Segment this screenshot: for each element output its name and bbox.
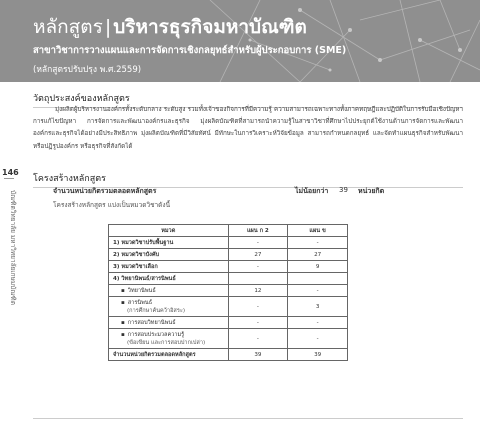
row-plan-a2-credits: -	[228, 261, 288, 273]
row-plan-b-credits: 3	[288, 297, 348, 317]
table-total-row	[109, 349, 348, 361]
table-header-row	[109, 225, 348, 237]
table-row	[109, 317, 348, 329]
row-category	[109, 261, 229, 273]
table-row	[109, 237, 348, 249]
total-credits-value: 39	[339, 186, 348, 194]
row-plan-b-credits: 9	[288, 261, 348, 273]
credit-unit-label: หน่วยกิต	[358, 187, 385, 195]
row-plan-a2-credits: 12	[228, 285, 288, 297]
row-name: 3) หมวดวิชาเลือก	[113, 263, 158, 270]
row-plan-b-credits	[288, 273, 348, 285]
row-note: (การศึกษาค้นคว้าอิสระ)	[127, 307, 186, 314]
running-side-text: บัณฑิตวิทยาลัย มหาวิทยาลัยเกษมบัณฑิต	[9, 190, 17, 305]
row-category	[109, 249, 229, 261]
footer-rule	[33, 418, 463, 419]
page-number-rule	[4, 178, 14, 179]
row-plan-a2-credits: -	[228, 237, 288, 249]
row-name: วิทยานิพนธ์	[127, 287, 156, 294]
row-plan-a2-credits: -	[228, 297, 288, 317]
row-category	[109, 273, 229, 285]
banner-title	[33, 12, 307, 42]
total-credits-label: จำนวนหน่วยกิตรวมตลอดหลักสูตร	[53, 187, 157, 195]
table-row	[109, 249, 348, 261]
structure-split-text: โครงสร้างหลักสูตร แบ่งเป็นหมวดวิชาดังนี้	[53, 201, 171, 209]
row-plan-b-credits: 39	[288, 349, 348, 361]
header-plan-b: แผน ข	[288, 225, 348, 237]
row-category	[109, 285, 229, 297]
row-plan-a2-credits	[228, 273, 288, 285]
objectives-text: มุ่งผลิตผู้บริหารงานองค์กรทั้งระดับกลาง ระดับสูง รวมทั้งเจ้าของกิจการที่มีความรู้ ความสามารถเฉพาะทางทั้งภาคทฤษฎีและปฏิบัติในการรับมือเชิงปัญหาการแก้ไขปัญหา การจัดการและพัฒนาองค์กรและธุรกิจ มุ่งผลิตบัณฑิตที่สามารถนำความรู้ในสาขาวิชาที่ศึกษาไปประยุกต์ใช้งานด้านการจัดการและพัฒนาองค์กรและธุรกิจได้อย่างมีประสิทธิภาพ มุ่งผลิตบัณฑิตที่มีวิสัยทัศน์ มีทักษะในการวิเคราะห์วิจัยข้อมูล สามารถกำหนดกลยุทธ์ และจัดทำแผนธุรกิจสำหรับพัฒนาหรือปฏิรูปองค์กร หรือธุรกิจที่สังกัดได้	[33, 106, 463, 150]
row-plan-b-credits: 27	[288, 249, 348, 261]
row-name: การสอบวิทยานิพนธ์	[127, 319, 176, 326]
title-prefix: หลักสูตร	[33, 16, 103, 38]
row-name: 4) วิทยานิพนธ์/สารนิพนธ์	[113, 275, 176, 282]
revision-note: (หลักสูตรปรับปรุง พ.ศ.2559)	[33, 65, 142, 75]
row-plan-a2-credits: -	[228, 329, 288, 349]
row-plan-a2-credits: -	[228, 317, 288, 329]
page-number: 146	[2, 168, 19, 177]
row-note: (ข้อเขียน และการสอบปากเปล่า)	[127, 339, 206, 346]
row-category	[109, 317, 229, 329]
row-plan-b-credits: -	[288, 285, 348, 297]
row-plan-b-credits: -	[288, 329, 348, 349]
row-name: 2) หมวดวิชาบังคับ	[113, 251, 160, 258]
header-plan-a2: แผน ก 2	[228, 225, 288, 237]
row-category	[109, 237, 229, 249]
row-category	[109, 297, 229, 317]
row-name: จำนวนหน่วยกิตรวมตลอดหลักสูตร	[113, 351, 196, 358]
table-row	[109, 329, 348, 349]
table-row	[109, 273, 348, 285]
curriculum-table	[108, 224, 348, 361]
row-plan-b-credits: -	[288, 237, 348, 249]
row-category	[109, 329, 229, 349]
minimum-label: ไม่น้อยกว่า	[295, 187, 329, 195]
structure-heading: โครงสร้างหลักสูตร	[33, 171, 463, 188]
major-subtitle: สาขาวิชาการวางแผนและการจัดการเชิงกลยุทธ์สำหรับผู้ประกอบการ (SME)	[33, 45, 347, 56]
header-banner	[0, 0, 480, 82]
title-divider: |	[104, 16, 112, 38]
row-name: การสอบประมวลความรู้	[127, 331, 185, 338]
row-plan-b-credits: -	[288, 317, 348, 329]
header-category: หมวด	[109, 225, 229, 237]
table-row	[109, 285, 348, 297]
title-faculty: บริหารธุรกิจมหาบัณฑิต	[113, 16, 307, 38]
row-category	[109, 349, 229, 361]
row-name: 1) หมวดวิชาปรับพื้นฐาน	[113, 239, 174, 246]
objectives-paragraph	[33, 104, 463, 153]
table-row	[109, 297, 348, 317]
row-plan-a2-credits: 27	[228, 249, 288, 261]
table-row	[109, 261, 348, 273]
row-plan-a2-credits: 39	[228, 349, 288, 361]
objectives-heading: วัตถุประสงค์ของหลักสูตร	[33, 91, 463, 108]
row-name: สารนิพนธ์	[127, 299, 153, 306]
